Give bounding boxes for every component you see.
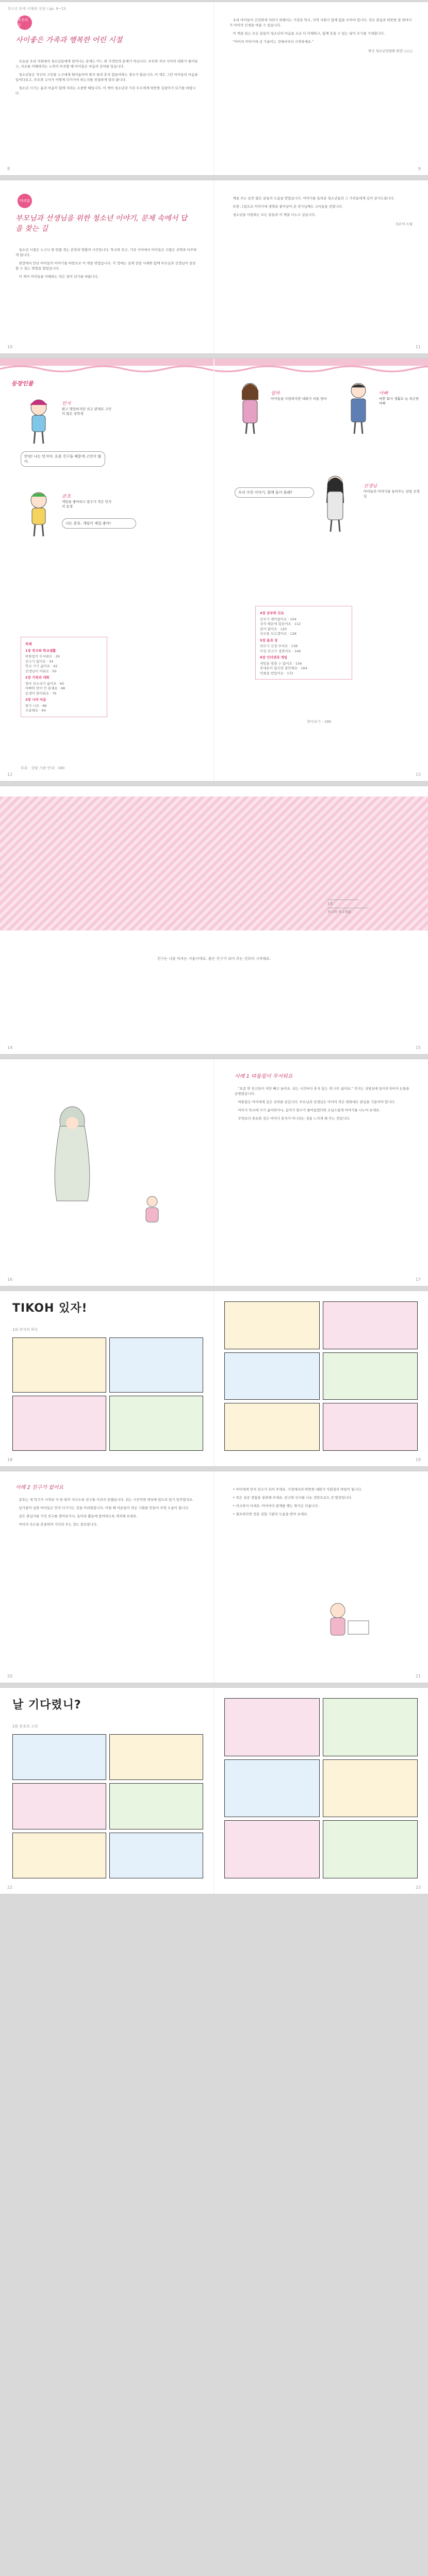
boy-character-illustration (21, 487, 57, 539)
paragraph: • 작은 성공 경험을 칭찬해 주세요. 친구와 인사를 나눈 것만으로도 큰 발전입니다. (233, 1496, 353, 1500)
signature: 한국 청소년상담원 원장 ○○○ (368, 49, 413, 53)
teacher-character-illustration (317, 472, 353, 534)
speech-bubble: 나는 준호. 게임이 제일 좋아! (62, 518, 136, 529)
case-subhead: 사례 2 친구가 없어요 (15, 1485, 64, 1490)
comic-title: 날 기다렸니? (12, 1699, 81, 1711)
spread-5 (0, 1059, 428, 1286)
comic-panel (224, 1698, 320, 1756)
toc-section: 3장 나의 마음 (25, 698, 46, 702)
page-number: 12 (7, 772, 13, 777)
toc-item[interactable]: 엄마 잔소리가 싫어요 · 60 (25, 681, 64, 686)
page-left (0, 1059, 214, 1286)
spread-8 (0, 1688, 428, 1894)
toc-item[interactable]: 이성 친구가 생겼어요 · 146 (260, 649, 301, 653)
comic-panel-grid (224, 1301, 418, 1451)
page-left (0, 359, 214, 781)
toc-item[interactable]: 진로를 모르겠어요 · 128 (260, 632, 297, 636)
comic-panel-grid (224, 1698, 418, 1878)
comic-panel (323, 1403, 418, 1451)
toc-item[interactable]: 화가 나요 · 86 (25, 703, 47, 708)
comic-panel-grid (12, 1734, 203, 1878)
comic-panel (109, 1783, 203, 1829)
comic-panel (224, 1352, 320, 1400)
chapter-label: 1장 (327, 900, 358, 906)
toc-item[interactable]: 게임을 멈출 수 없어요 · 156 (260, 661, 302, 666)
character-name: 엄마 (271, 391, 280, 396)
paragraph: 무엇보다 중요한 것은 아이가 혼자가 아니라는 것을 느끼게 해 주는 것입니다. (238, 1116, 350, 1121)
case-subhead: 사례 1 따돌림이 무서워요 (235, 1074, 293, 1079)
toc-section: 5장 몸과 성 (260, 638, 278, 642)
comic-panel (109, 1833, 203, 1878)
page-left (0, 1471, 214, 1683)
comic-panel (12, 1734, 106, 1780)
signature: 지은이 드림 (395, 222, 413, 226)
comic-panel (109, 1734, 203, 1780)
speech-bubble: 우리 가족 이야기, 함께 들어 볼래? (235, 487, 314, 498)
chapter-quote: 친구는 나를 비추는 거울이에요. 좋은 친구가 되어 주는 것부터 시작해요. (157, 957, 271, 961)
toc-item[interactable]: 악플을 받았어요 · 172 (260, 671, 293, 675)
page-number: 9 (418, 166, 421, 171)
paragraph: 아이의 속도를 존중하며 기다려 주는 것도 중요합니다. (19, 1522, 98, 1527)
small-child-illustration (139, 1193, 165, 1229)
character-desc: 밝고 명랑하지만 친구 관계로 고민이 많은 중학생 (62, 407, 112, 416)
page-left (0, 1688, 214, 1894)
paragraph: 책을 쓰는 동안 많은 분들의 도움을 받았습니다. 이야기를 들려준 청소년들과 그 가족들에게 깊이 감사드립니다. (233, 196, 395, 200)
comic-panel (224, 1820, 320, 1878)
comic-panel-grid (12, 1337, 203, 1451)
spread-3 (0, 359, 428, 781)
paragraph: 이 책이 아이들을 이해하는 작은 창이 되기를 바랍니다. (19, 275, 99, 279)
paragraph: "아이의 이야기에 귀 기울이는 것에서부터 시작하세요." (233, 40, 314, 44)
toc-item[interactable]: 따돌림이 무서워요 · 26 (25, 654, 60, 658)
speech-bubble: 안녕! 나는 민지야. 요즘 친구들 때문에 고민이 많아. (21, 451, 105, 467)
comic-panel (109, 1337, 203, 1393)
paragraph: 준호는 새 학기가 시작된 지 한 달이 지나도록 친구를 사귀지 못했습니다. 쉬는 시간이면 책상에 엎드려 있기 일쑤였지요. (19, 1498, 194, 1502)
page-number: 16 (7, 1277, 13, 1282)
paragraph: 아이가 학교에 가기 싫어하거나, 갑자기 말수가 줄어들었다면 조심스럽게 이야기를 나누어 보세요. (238, 1108, 381, 1112)
page-right (214, 2, 428, 175)
paragraph: 같은 관심사를 가진 친구를 찾아보거나, 동아리 활동에 참여하도록 격려해 보세요. (19, 1514, 138, 1518)
comic-panel (224, 1301, 320, 1349)
comic-panel (323, 1759, 418, 1818)
table-of-contents (255, 606, 352, 680)
body-text (15, 59, 199, 99)
page-left (0, 180, 214, 353)
toc-item[interactable]: 꿈이 없어요 · 120 (260, 626, 287, 631)
page-left (0, 1291, 214, 1466)
chapter-tag: 추천의 글 (18, 15, 32, 30)
page-number: 21 (415, 1674, 421, 1679)
page-number: 20 (7, 1674, 13, 1679)
character-name: 아빠 (379, 391, 388, 396)
body-text (15, 1497, 196, 1530)
toc-item[interactable]: 휴대폰이 없으면 불안해요 · 164 (260, 666, 307, 670)
table-of-contents (21, 637, 107, 717)
spread-7 (0, 1471, 428, 1683)
toc-section: 4장 공부와 진로 (260, 611, 284, 615)
paragraph: • 아이에게 먼저 친구가 되어 주세요. 가정에서의 따뜻한 대화가 사회성의 바탕이 됩니다. (233, 1487, 362, 1492)
paragraph: 우리 아이들이 건강하게 자라기 위해서는 가정과 학교, 지역 사회가 함께 힘을 모아야 합니다. 작은 관심과 따뜻한 말 한마디가 아이의 인생을 바꿀 수 있습니다. (229, 18, 412, 27)
comic-panel (12, 1833, 106, 1878)
page-number: 13 (415, 772, 421, 777)
hooded-figure-illustration (41, 1100, 103, 1204)
character-name: 민지 (62, 401, 71, 406)
toc-item[interactable]: 성적 때문에 힘들어요 · 112 (260, 622, 301, 626)
comic-episode: 1화 민지의 하루 (12, 1328, 38, 1332)
toc-footer: 찾아보기 · 186 (307, 720, 332, 724)
page-right (214, 359, 428, 781)
comic-panel (323, 1698, 418, 1756)
page-right (214, 1059, 428, 1286)
chapter-tag: 머리말 (18, 194, 32, 208)
comic-panel (12, 1337, 106, 1393)
comic-panel (323, 1820, 418, 1878)
toc-item[interactable]: 외모가 신경 쓰여요 · 138 (260, 644, 298, 648)
body-text (229, 196, 413, 227)
comic-panel (323, 1301, 418, 1349)
toc-item[interactable]: 학교 가기 싫어요 · 42 (25, 664, 58, 668)
chapter-title: 부모님과 선생님을 위한 청소년 이야기, 문제 속에서 답을 찾는 길 (15, 214, 188, 233)
toc-item[interactable]: 우울해요 · 94 (25, 708, 46, 713)
comic-panel (12, 1783, 106, 1829)
page-number: 23 (415, 1885, 421, 1890)
page-number: 11 (415, 345, 421, 349)
character-desc: 게임을 좋아하고 말수가 적은 민지의 동생 (62, 500, 112, 509)
page-right (214, 1688, 428, 1894)
page-left (0, 2, 214, 175)
comic-panel (224, 1403, 320, 1451)
toc-item[interactable]: 아빠와 말이 안 통해요 · 68 (25, 686, 65, 690)
paragraph: • 비교하지 마세요. 아이마다 관계를 맺는 방식은 다릅니다. (233, 1504, 319, 1508)
toc-section: 1장 친구와 학교생활 (25, 648, 56, 653)
character-desc: 아이들을 사랑하지만 대화가 서툰 엄마 (271, 397, 327, 401)
reading-character-illustration (317, 1595, 379, 1641)
page-number: 8 (7, 166, 10, 171)
paragraph: 낯가림이 심한 아이들은 먼저 다가가는 것을 어려워합니다. 이럴 때 어른들이 작은 기회를 만들어 주면 도움이 됩니다. (19, 1506, 189, 1510)
cast-title: 등장인물 (11, 380, 34, 387)
comic-panel (224, 1759, 320, 1818)
page-number: 10 (7, 345, 13, 349)
girl-character-illustration (21, 395, 57, 446)
body-text (235, 1086, 410, 1124)
paragraph: 청소년들은 자신의 고민을 누구에게 털어놓아야 할지 몰라 혼자 힘들어하는 경우가 많습니다. 이 책은 그런 아이들의 마음을 들여다보고, 부모와 교사가 어떻게 다가가야 하는지를 친절하게 알려 줍니다. (15, 73, 198, 82)
toc-section: 6장 인터넷과 게임 (260, 655, 288, 659)
spread-4 (0, 786, 428, 1054)
mom-character-illustration (235, 379, 266, 436)
body-text (229, 18, 413, 54)
chapter-label: 친구와 학교생활 (327, 908, 369, 914)
paragraph: 오늘날 우리 사회에서 청소년들에게 일어나는 문제는 어느 한 가정만의 문제가 아닙니다. 부모와 자녀 사이의 대화가 줄어들고, 서로를 이해하려는 노력이 부족할 때 아이들은 마음의 상처를 입습니다. (15, 59, 198, 69)
paragraph: 현장에서 만난 아이들의 이야기를 바탕으로 이 책을 엮었습니다. 각 장에는 실제 상담 사례와 함께 부모님과 선생님이 실천할 수 있는 방법을 담았습니다. (15, 261, 196, 270)
running-head: 청소년 문제 이해와 상담 / pp. 8~23 (7, 7, 66, 11)
paragraph: 따돌림은 아이에게 깊은 상처를 남깁니다. 부모님과 선생님은 아이의 작은 변화에도 관심을 기울여야 합니다. (238, 1100, 396, 1104)
page-right (214, 180, 428, 353)
toc-item[interactable]: 친구가 없어요 · 34 (25, 659, 54, 664)
paragraph: 청소년 시절은 누구나 한 번쯤 겪는 혼란과 방황의 시간입니다. 학교와 친구, 가족 사이에서 아이들은 수많은 선택과 마주하게 됩니다. (15, 248, 197, 257)
body-text (15, 247, 199, 282)
paragraph: • 필요하다면 전문 상담 기관의 도움을 받아 보세요. (233, 1512, 308, 1516)
paragraph: 이 책을 읽는 모든 분들이 청소년의 마음을 조금 더 이해하고, 함께 웃을 수 있는 날이 오기를 기대합니다. (233, 31, 385, 36)
paragraph: 또한 그림으로 이야기에 생명을 불어넣어 준 작가님께도 고마움을 전합니다. (233, 205, 343, 209)
page-right (214, 1291, 428, 1466)
comic-panel (109, 1396, 203, 1451)
page-number: 14 (7, 1045, 13, 1050)
character-name: 선생님 (364, 484, 377, 489)
toc-footer: 부록 · 상담 기관 안내 · 180 (21, 766, 65, 770)
page-number: 17 (415, 1277, 421, 1282)
paragraph: "요즘 반 친구들이 저만 빼고 놀아요. 쉬는 시간마다 혼자 있는 게 너무 싫어요." 민지는 상담실에 들어오자마자 눈물을 글썽였습니다. (235, 1087, 409, 1096)
page-number: 15 (415, 1045, 421, 1050)
page-number: 19 (415, 1458, 421, 1462)
page-number: 18 (7, 1458, 13, 1462)
toc-title: 차례 (25, 642, 32, 646)
spread-1 (0, 2, 428, 175)
comic-title: TIKOH 있자! (12, 1302, 88, 1315)
comic-episode: 2화 준호의 고민 (12, 1724, 38, 1728)
toc-item[interactable]: 공부가 재미없어요 · 104 (260, 617, 297, 621)
paragraph: 청소년을 사랑하는 모든 분들과 이 책을 나누고 싶습니다. (233, 213, 316, 217)
character-desc: 바쁜 회사 생활로 늘 피곤한 아빠 (379, 397, 419, 405)
character-name: 준호 (62, 494, 71, 499)
toc-item[interactable]: 동생이 얄미워요 · 76 (25, 691, 57, 696)
body-text (229, 1487, 410, 1520)
page-right (214, 1471, 428, 1683)
character-desc: 아이들의 이야기를 들어주는 상담 선생님 (364, 489, 420, 498)
comic-panel (12, 1396, 106, 1451)
spread-6 (0, 1291, 428, 1466)
toc-section: 2장 가족과 대화 (25, 675, 50, 680)
spread-2 (0, 180, 428, 353)
comic-panel (323, 1352, 418, 1400)
page-right (214, 786, 428, 1054)
page-number: 22 (7, 1885, 13, 1890)
chapter-title: 사이좋은 가족과 행복한 어린 시절 (15, 36, 123, 44)
dad-character-illustration (343, 379, 374, 436)
paragraph: 청소년 시기는 몸과 마음이 함께 자라는 소중한 때입니다. 이 책이 청소년과 가족 모두에게 따뜻한 길잡이가 되기를 바랍니다. (15, 86, 196, 95)
toc-item[interactable]: 선생님이 미워요 · 50 (25, 669, 57, 673)
